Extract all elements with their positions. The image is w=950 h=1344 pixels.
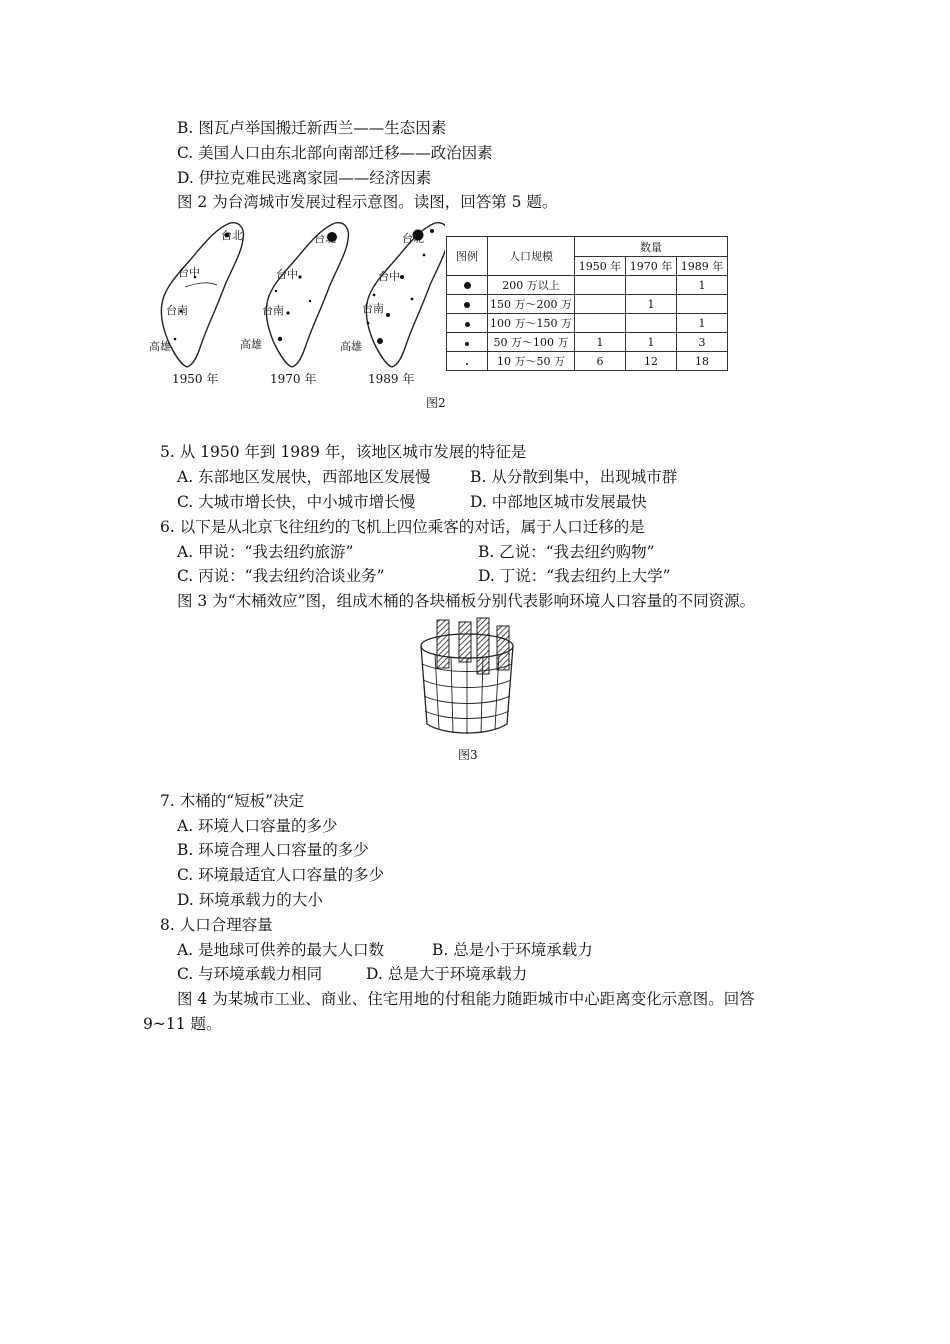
map3-taipei: 台北 bbox=[402, 232, 424, 245]
q6-option-c: C. 丙说：“我去纽约洽谈业务” bbox=[177, 567, 385, 585]
value-cell: 18 bbox=[677, 352, 728, 371]
value-cell: 1 bbox=[575, 333, 626, 352]
q6-option-d: D. 丁说：“我去纽约上大学” bbox=[478, 567, 671, 585]
q8-stem: 8. 人口合理容量 bbox=[160, 916, 273, 934]
q8-option-b: B. 总是小于环境承载力 bbox=[432, 941, 593, 959]
th-year: 1989 年 bbox=[677, 257, 728, 276]
q5-stem: 5. 从 1950 年到 1989 年，该地区城市发展的特征是 bbox=[160, 443, 527, 461]
map-1970 bbox=[266, 223, 348, 367]
map2-kaohsiung: 高雄 bbox=[240, 338, 262, 351]
map1-tainan: 台南 bbox=[166, 304, 188, 317]
value-cell: 12 bbox=[626, 352, 677, 371]
q7-option-b: B. 环境合理人口容量的多少 bbox=[177, 841, 369, 859]
value-cell bbox=[575, 314, 626, 333]
map2-taichung: 台中 bbox=[276, 268, 298, 281]
th-scale: 人口规模 bbox=[488, 237, 575, 276]
fig2-caption: 图2 bbox=[426, 396, 446, 410]
table-row bbox=[447, 352, 728, 371]
map1-kaohsiung: 高雄 bbox=[149, 340, 171, 353]
q6-option-a: A. 甲说：“我去纽约旅游” bbox=[177, 543, 354, 561]
value-cell: 1 bbox=[626, 295, 677, 314]
q8-option-c: C. 与环境承载力相同 bbox=[177, 965, 323, 983]
value-cell: 6 bbox=[575, 352, 626, 371]
legend-symbol bbox=[447, 295, 488, 314]
map1-year: 1950 年 bbox=[172, 372, 219, 386]
q5-option-b: B. 从分散到集中，出现城市群 bbox=[470, 468, 678, 486]
map3-kaohsiung: 高雄 bbox=[340, 340, 362, 353]
fig3-intro: 图 3 为“木桶效应”图，组成木桶的各块桶板分别代表影响环境人口容量的不同资源。 bbox=[177, 592, 756, 610]
q5-option-a: A. 东部地区发展快，西部地区发展慢 bbox=[177, 468, 431, 486]
map3-year: 1989 年 bbox=[368, 372, 415, 386]
fig4-intro-line1: 图 4 为某城市工业、商业、住宅用地的付租能力随距城市中心距离变化示意图。回答 bbox=[177, 990, 755, 1008]
map1-taichung: 台中 bbox=[178, 266, 200, 279]
q5-option-c: C. 大城市增长快，中小城市增长慢 bbox=[177, 493, 416, 511]
q4-option-d: D. 伊拉克难民逃离家园——经济因素 bbox=[177, 169, 432, 187]
q4-option-b: B. 图瓦卢举国搬迁新西兰——生态因素 bbox=[177, 119, 447, 137]
table-row bbox=[447, 295, 728, 314]
value-cell: 1 bbox=[626, 333, 677, 352]
table-row bbox=[447, 276, 728, 295]
map2-tainan: 台南 bbox=[262, 304, 284, 317]
fig2-maps bbox=[145, 215, 445, 395]
legend-symbol bbox=[447, 314, 488, 333]
q7-option-c: C. 环境最适宜人口容量的多少 bbox=[177, 866, 385, 884]
fig3-barrel bbox=[415, 616, 520, 738]
scale-cell: 150 万～200 万 bbox=[488, 295, 575, 314]
fig2-table bbox=[446, 236, 728, 371]
scale-cell: 10 万～50 万 bbox=[488, 352, 575, 371]
map-1950 bbox=[161, 223, 243, 367]
th-year: 1950 年 bbox=[575, 257, 626, 276]
fig2-intro: 图 2 为台湾城市发展过程示意图。读图，回答第 5 题。 bbox=[177, 193, 558, 211]
q7-option-d: D. 环境承载力的大小 bbox=[177, 891, 323, 909]
scale-cell: 50 万～100 万 bbox=[488, 333, 575, 352]
map1-taipei: 台北 bbox=[221, 229, 243, 242]
fig3-caption: 图3 bbox=[458, 748, 478, 762]
scale-cell: 200 万以上 bbox=[488, 276, 575, 295]
map2-taipei: 台北 bbox=[314, 232, 336, 245]
th-count: 数量 bbox=[575, 237, 728, 257]
value-cell: 3 bbox=[677, 333, 728, 352]
q5-option-d: D. 中部地区城市发展最快 bbox=[470, 493, 647, 511]
value-cell bbox=[575, 295, 626, 314]
value-cell bbox=[677, 295, 728, 314]
q7-stem: 7. 木桶的“短板”决定 bbox=[160, 792, 305, 810]
value-cell: 1 bbox=[677, 314, 728, 333]
map3-taichung: 台中 bbox=[378, 270, 400, 283]
q6-stem: 6. 以下是从北京飞往纽约的飞机上四位乘客的对话，属于人口迁移的是 bbox=[160, 518, 645, 536]
th-year: 1970 年 bbox=[626, 257, 677, 276]
q4-option-c: C. 美国人口由东北部向南部迁移——政治因素 bbox=[177, 144, 493, 162]
q6-option-b: B. 乙说：“我去纽约购物” bbox=[478, 543, 655, 561]
fig4-intro-line2: 9~11 题。 bbox=[143, 1015, 222, 1033]
legend-symbol bbox=[447, 333, 488, 352]
th-legend: 图例 bbox=[447, 237, 488, 276]
map2-year: 1970 年 bbox=[270, 372, 317, 386]
table-row bbox=[447, 333, 728, 352]
scale-cell: 100 万～150 万 bbox=[488, 314, 575, 333]
legend-symbol-large bbox=[447, 276, 488, 295]
value-cell: 1 bbox=[677, 276, 728, 295]
legend-symbol-small bbox=[447, 352, 488, 371]
table-row bbox=[447, 314, 728, 333]
value-cell bbox=[626, 276, 677, 295]
value-cell bbox=[575, 276, 626, 295]
q8-option-a: A. 是地球可供养的最大人口数 bbox=[177, 941, 385, 959]
q8-option-d: D. 总是大于环境承载力 bbox=[366, 965, 528, 983]
q7-option-a: A. 环境人口容量的多少 bbox=[177, 817, 338, 835]
map3-tainan: 台南 bbox=[362, 302, 384, 315]
value-cell bbox=[626, 314, 677, 333]
